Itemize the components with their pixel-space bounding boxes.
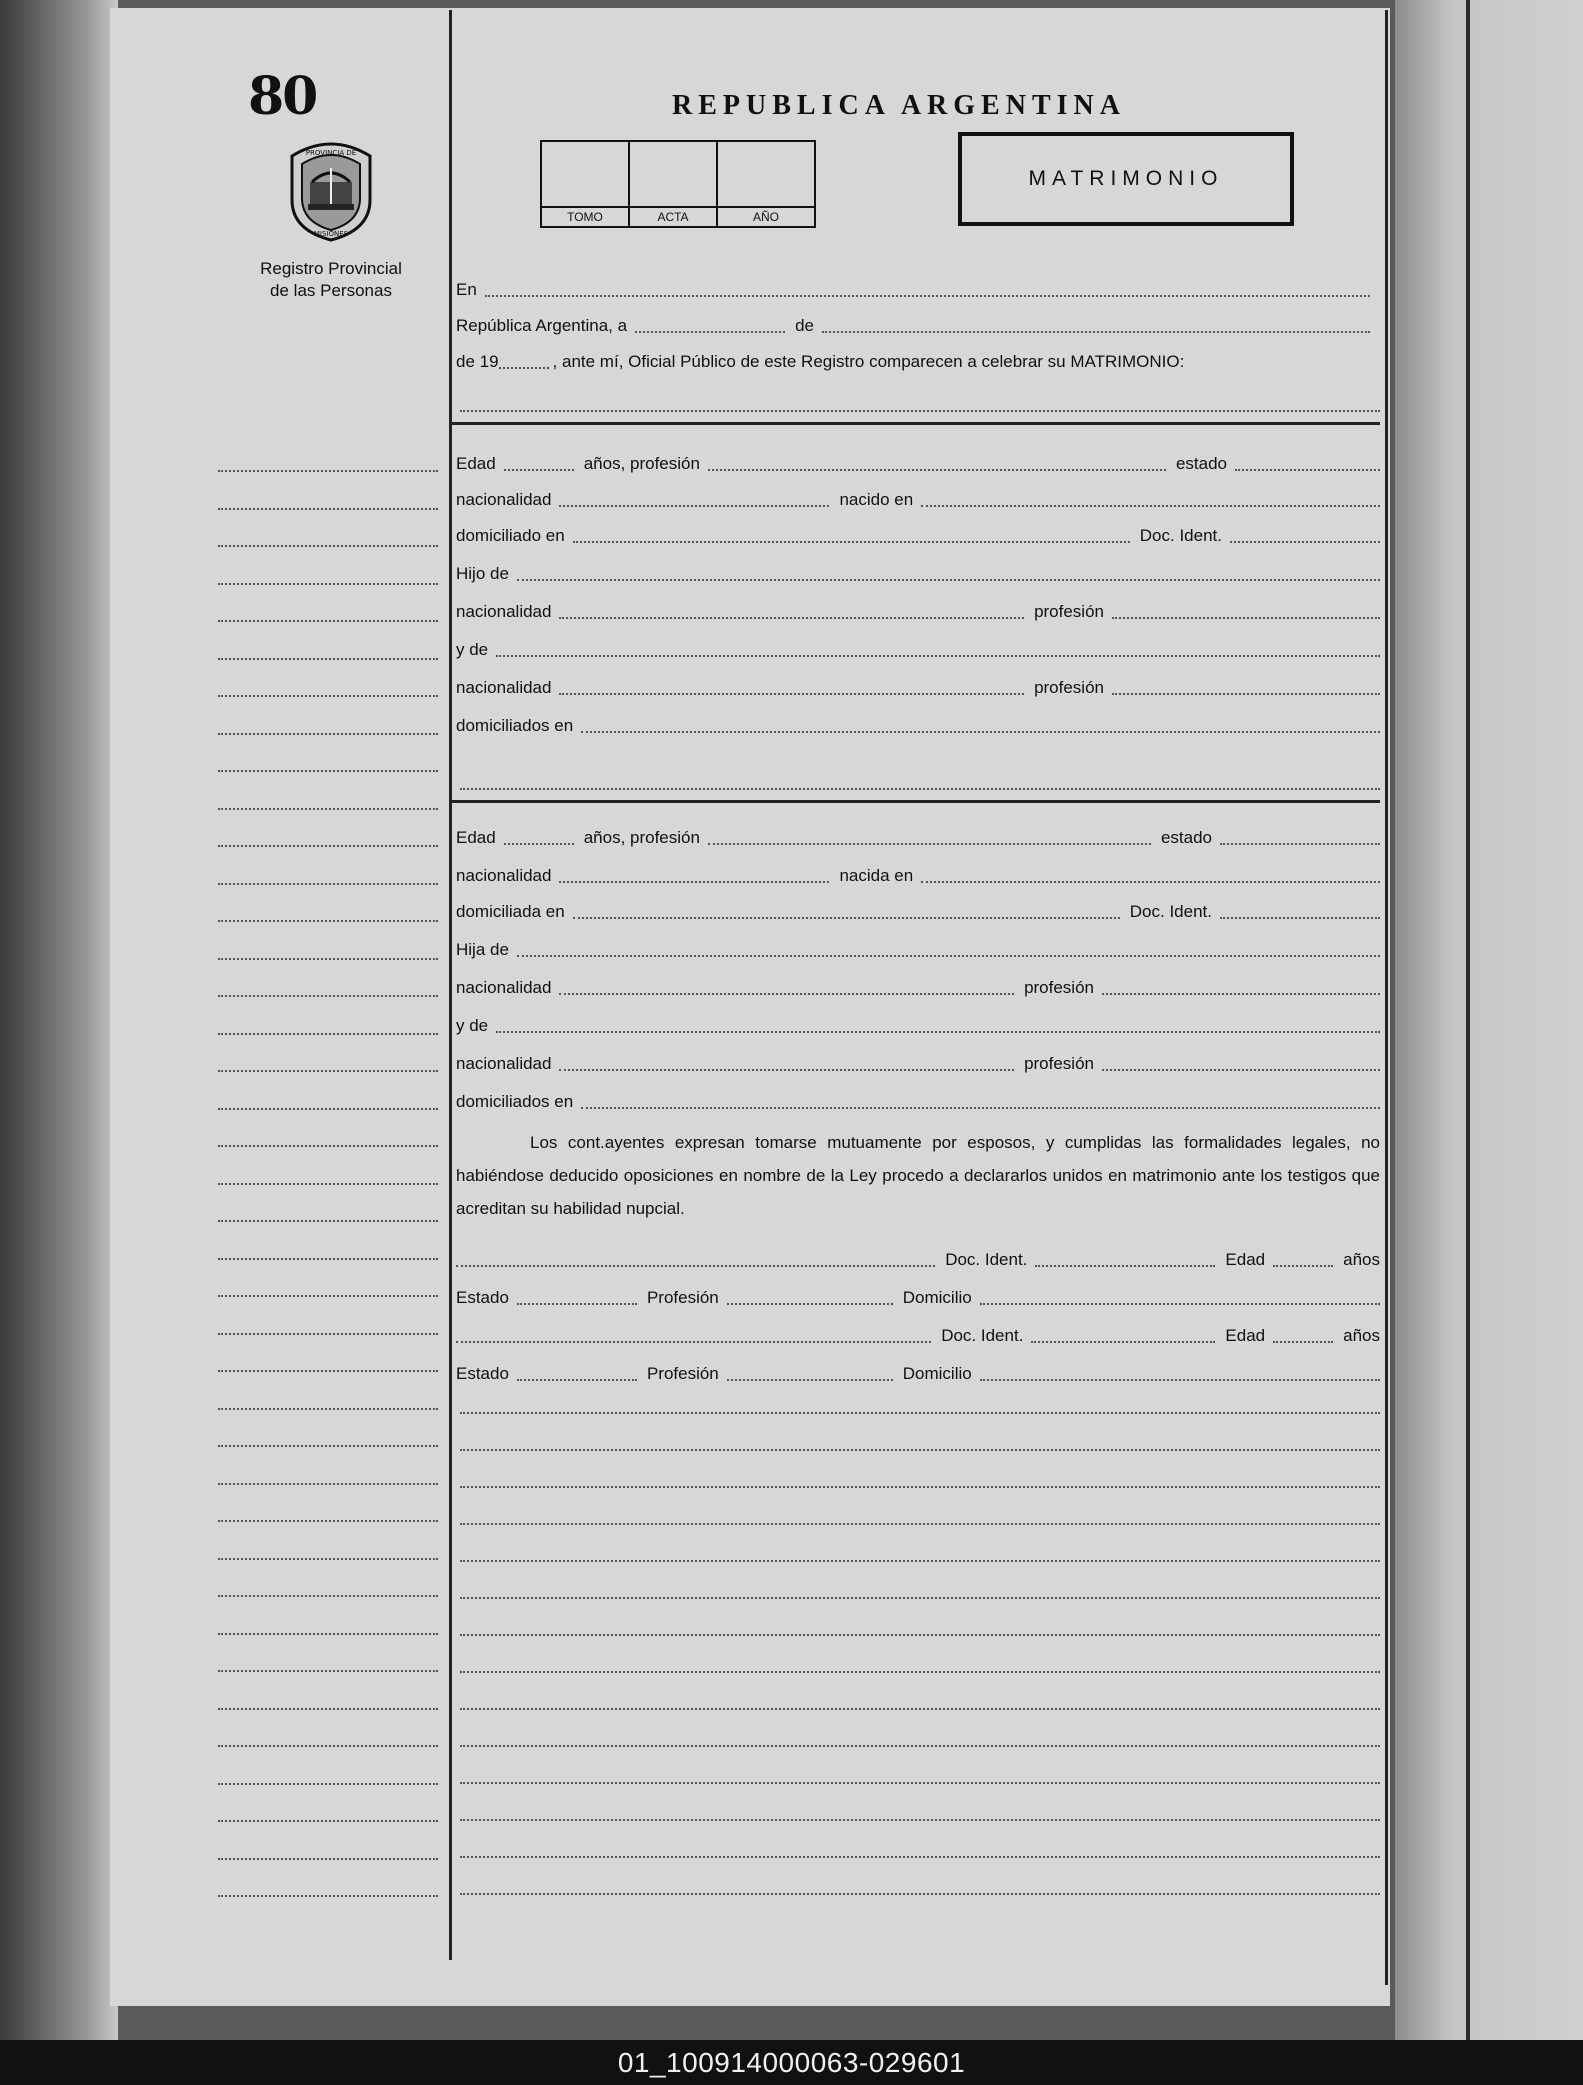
groom-field-father[interactable] [517,579,1380,581]
witness2-estado-row [456,1360,1380,1386]
bride-label-profesion: profesión [1024,978,1094,997]
margin-line[interactable] [218,845,438,847]
witness1-name-row [456,1246,1380,1272]
bride-field-domicilio[interactable] [573,917,1120,919]
field-year[interactable] [499,367,549,369]
scan-footer-id: 01_100914000063-029601 [0,2040,1583,2085]
groom-label-edad: Edad [456,454,496,473]
witness2-field-doc[interactable] [1031,1341,1215,1343]
margin-line[interactable] [218,1370,438,1372]
witness2-name-row [456,1322,1380,1348]
groom-label-hijo-de: Hijo de [456,564,509,583]
bride-field-doc-ident[interactable] [1220,917,1380,919]
record-type-box: MATRIMONIO [958,132,1294,226]
notes-line[interactable] [460,1893,1380,1895]
bride-label-estado: estado [1160,828,1212,847]
notes-line[interactable] [460,1449,1380,1451]
groom-field-mother-nac[interactable] [559,693,1024,695]
label-en: En [456,280,477,299]
margin-line[interactable] [218,770,438,772]
notes-line[interactable] [460,1671,1380,1673]
margin-line[interactable] [218,1220,438,1222]
witness2-label-anos: años [1343,1326,1380,1345]
bride-field-edad[interactable] [504,843,574,845]
margin-line[interactable] [218,883,438,885]
margin-line[interactable] [218,1820,438,1822]
intro-extra-line[interactable] [460,410,1380,412]
bride-label-domiciliada: domiciliada en [456,902,565,921]
notes-line[interactable] [460,1634,1380,1636]
margin-line[interactable] [218,920,438,922]
margin-line[interactable] [218,1333,438,1335]
margin-line[interactable] [218,1520,438,1522]
groom-mother-row [456,636,1380,662]
witness1-label-profesion: Profesión [646,1288,719,1307]
margin-line[interactable] [218,1595,438,1597]
witness1-label-estado: Estado [456,1288,509,1307]
margin-line[interactable] [218,583,438,585]
margin-line[interactable] [218,1670,438,1672]
label-republica: República Argentina, a [456,316,628,335]
margin-line[interactable] [218,1145,438,1147]
margin-line[interactable] [218,1408,438,1410]
margin-line[interactable] [218,1483,438,1485]
notes-line[interactable] [460,1819,1380,1821]
witness1-field-profesion[interactable] [727,1303,893,1305]
witness1-field-domicilio[interactable] [980,1303,1380,1305]
notes-line[interactable] [460,1486,1380,1488]
form-page [110,8,1390,2006]
witness1-field-estado[interactable] [517,1303,637,1305]
page-number: 80 [248,66,317,127]
groom-edad-row [456,450,1380,476]
field-day[interactable] [635,331,785,333]
groom-label-domiciliado: domiciliado en [456,526,565,545]
witness2-field-edad[interactable] [1273,1341,1333,1343]
margin-line[interactable] [218,1558,438,1560]
bride-label-domiciliados: domiciliados en [456,1092,574,1111]
label-de19: de 19 [456,352,499,371]
groom-label-anos-profesion: años, profesión [583,454,700,473]
margin-line[interactable] [218,658,438,660]
margin-line[interactable] [218,1258,438,1260]
witness2-field-estado[interactable] [517,1379,637,1381]
witness2-label-edad: Edad [1225,1326,1266,1345]
notes-line[interactable] [460,1708,1380,1710]
bride-label-nacionalidad-3: nacionalidad [456,1054,552,1073]
bride-field-profesion[interactable] [708,843,1151,845]
margin-line[interactable] [218,1108,438,1110]
acta-label: ACTA [657,210,689,224]
bride-mother-nac-row [456,1050,1380,1076]
bride-label-profesion-2: profesión [1024,1054,1094,1073]
label-de: de [795,316,814,335]
bride-mother-row [456,1012,1380,1038]
box-divider [542,206,814,208]
bride-nacionalidad-row [456,862,1380,888]
page-right-border [1385,10,1388,1985]
witness2-label-domicilio: Domicilio [902,1364,972,1383]
groom-field-mother-prof[interactable] [1112,693,1380,695]
bride-label-edad: Edad [456,828,496,847]
witness1-label-doc-ident: Doc. Ident. [945,1250,1028,1269]
groom-field-doc-ident[interactable] [1230,541,1380,543]
bride-field-nacionalidad[interactable] [559,881,829,883]
column-divider [449,10,452,1960]
margin-line[interactable] [218,958,438,960]
provincial-seal-icon [282,138,380,242]
notes-line[interactable] [460,1782,1380,1784]
section-divider-1 [452,422,1380,425]
witness1-label-domicilio: Domicilio [902,1288,972,1307]
notes-line[interactable] [460,1412,1380,1414]
bride-field-mother-nac[interactable] [559,1069,1014,1071]
groom-hijo-row [456,560,1380,586]
registry-line-2: de las Personas [270,281,392,300]
bride-field-father[interactable] [517,955,1380,957]
bride-domicilio-row [456,898,1380,924]
notes-line[interactable] [460,1745,1380,1747]
bride-label-anos-profesion: años, profesión [583,828,700,847]
witness1-estado-row [456,1284,1380,1310]
groom-field-estado[interactable] [1235,469,1380,471]
witness2-label-profesion: Profesión [646,1364,719,1383]
country-title: REPUBLICA ARGENTINA [672,90,1126,121]
margin-line[interactable] [218,1033,438,1035]
declaration-paragraph: Los cont.ayentes expresan tomarse mutuamente por esposos, y cumplidas las formalidades legales, no habiéndose deducido oposiciones en nombre de la Ley procedo a declararlos unidos en matrimonio ante los testigos que acreditan su habilidad nupcial. [456,1133,1380,1218]
margin-line[interactable] [218,1858,438,1860]
groom-father-nac-row [456,598,1380,624]
bride-field-parents-dom[interactable] [581,1107,1380,1109]
groom-field-nacionalidad[interactable] [559,505,829,507]
witness2-field-domicilio[interactable] [980,1379,1380,1381]
groom-label-estado: estado [1175,454,1227,473]
groom-nacionalidad-row [456,486,1380,512]
margin-line[interactable] [218,1070,438,1072]
seal-top-text: PROVINCIA DE [305,149,357,157]
bride-field-father-nac[interactable] [559,993,1014,995]
ano-label: AÑO [752,210,779,224]
bride-label-hija-de: Hija de [456,940,509,959]
bride-father-nac-row [456,974,1380,1000]
margin-line[interactable] [218,545,438,547]
margin-line[interactable] [218,1183,438,1185]
bride-label-doc-ident: Doc. Ident. [1129,902,1212,921]
tomo-label: TOMO [567,210,603,224]
groom-field-father-prof[interactable] [1112,617,1380,619]
groom-domicilio-row [456,522,1380,548]
field-month[interactable] [822,331,1370,333]
witness1-field-name[interactable] [456,1265,935,1267]
margin-line[interactable] [218,808,438,810]
scan-background-left [0,0,118,2040]
intro-year-row [456,348,1380,374]
margin-line[interactable] [218,1895,438,1897]
groom-field-domicilio[interactable] [573,541,1130,543]
witness1-field-doc[interactable] [1035,1265,1215,1267]
bride-field-father-prof[interactable] [1102,993,1380,995]
groom-field-father-nac[interactable] [559,617,1024,619]
groom-field-profesion[interactable] [708,469,1166,471]
margin-line[interactable] [218,995,438,997]
margin-line[interactable] [218,1445,438,1447]
bride-label-y-de: y de [456,1016,489,1035]
margin-line[interactable] [218,1295,438,1297]
witness2-label-doc-ident: Doc. Ident. [941,1326,1024,1345]
witness2-label-estado: Estado [456,1364,509,1383]
ano-cell [718,142,814,226]
margin-line[interactable] [218,1633,438,1635]
registry-line-1: Registro Provincial [260,259,402,278]
bride-edad-row [456,824,1380,850]
bride-field-nacida-en[interactable] [921,881,1380,883]
groom-field-edad[interactable] [504,469,574,471]
field-place[interactable] [485,295,1370,297]
notes-line[interactable] [460,1856,1380,1858]
bride-hija-row [456,936,1380,962]
witness2-field-profesion[interactable] [727,1379,893,1381]
groom-label-doc-ident: Doc. Ident. [1139,526,1222,545]
bride-field-mother-prof[interactable] [1102,1069,1380,1071]
notes-line[interactable] [460,1560,1380,1562]
intro-date-row [456,312,1380,338]
bride-parents-dom-row [456,1088,1380,1114]
facing-page-edge [1395,0,1583,2040]
bride-label-nacionalidad-2: nacionalidad [456,978,552,997]
witness1-field-edad[interactable] [1273,1265,1333,1267]
groom-label-domiciliados: domiciliados en [456,716,574,735]
intro-en-row [456,276,1380,302]
tomo-cell [542,142,630,226]
bride-field-estado[interactable] [1220,843,1380,845]
groom-extra-line[interactable] [460,788,1380,790]
binding-gutter [1466,0,1470,2040]
notes-line[interactable] [460,1597,1380,1599]
bride-label-nacionalidad: nacionalidad [456,866,552,885]
witness1-label-edad: Edad [1225,1250,1266,1269]
groom-label-nacido-en: nacido en [839,490,914,509]
bride-field-mother[interactable] [496,1031,1380,1033]
margin-line[interactable] [218,620,438,622]
groom-label-nacionalidad-2: nacionalidad [456,602,552,621]
groom-label-y-de: y de [456,640,489,659]
groom-label-nacionalidad: nacionalidad [456,490,552,509]
notes-line[interactable] [460,1523,1380,1525]
groom-parents-dom-row [456,712,1380,738]
margin-line[interactable] [218,695,438,697]
margin-line[interactable] [218,1783,438,1785]
witness2-field-name[interactable] [456,1341,931,1343]
groom-label-nacionalidad-3: nacionalidad [456,678,552,697]
margin-line[interactable] [218,470,438,472]
bride-label-nacida-en: nacida en [839,866,914,885]
groom-field-parents-dom[interactable] [581,731,1380,733]
margin-line[interactable] [218,733,438,735]
margin-line[interactable] [218,1745,438,1747]
label-ante: , ante mí, Oficial Público de este Registro comparecen a celebrar su MATRIMONIO: [552,352,1185,371]
groom-label-profesion: profesión [1034,602,1104,621]
groom-field-nacido-en[interactable] [921,505,1380,507]
tomo-acta-ano-box [540,140,816,228]
margin-line[interactable] [218,1708,438,1710]
margin-line[interactable] [218,508,438,510]
section-divider-2 [452,800,1380,803]
registry-name [236,258,426,302]
groom-label-profesion-2: profesión [1034,678,1104,697]
witness1-label-anos: años [1343,1250,1380,1269]
acta-cell [630,142,718,226]
groom-mother-nac-row [456,674,1380,700]
seal-bottom-text: MISIONES [313,230,349,238]
groom-field-mother[interactable] [496,655,1380,657]
